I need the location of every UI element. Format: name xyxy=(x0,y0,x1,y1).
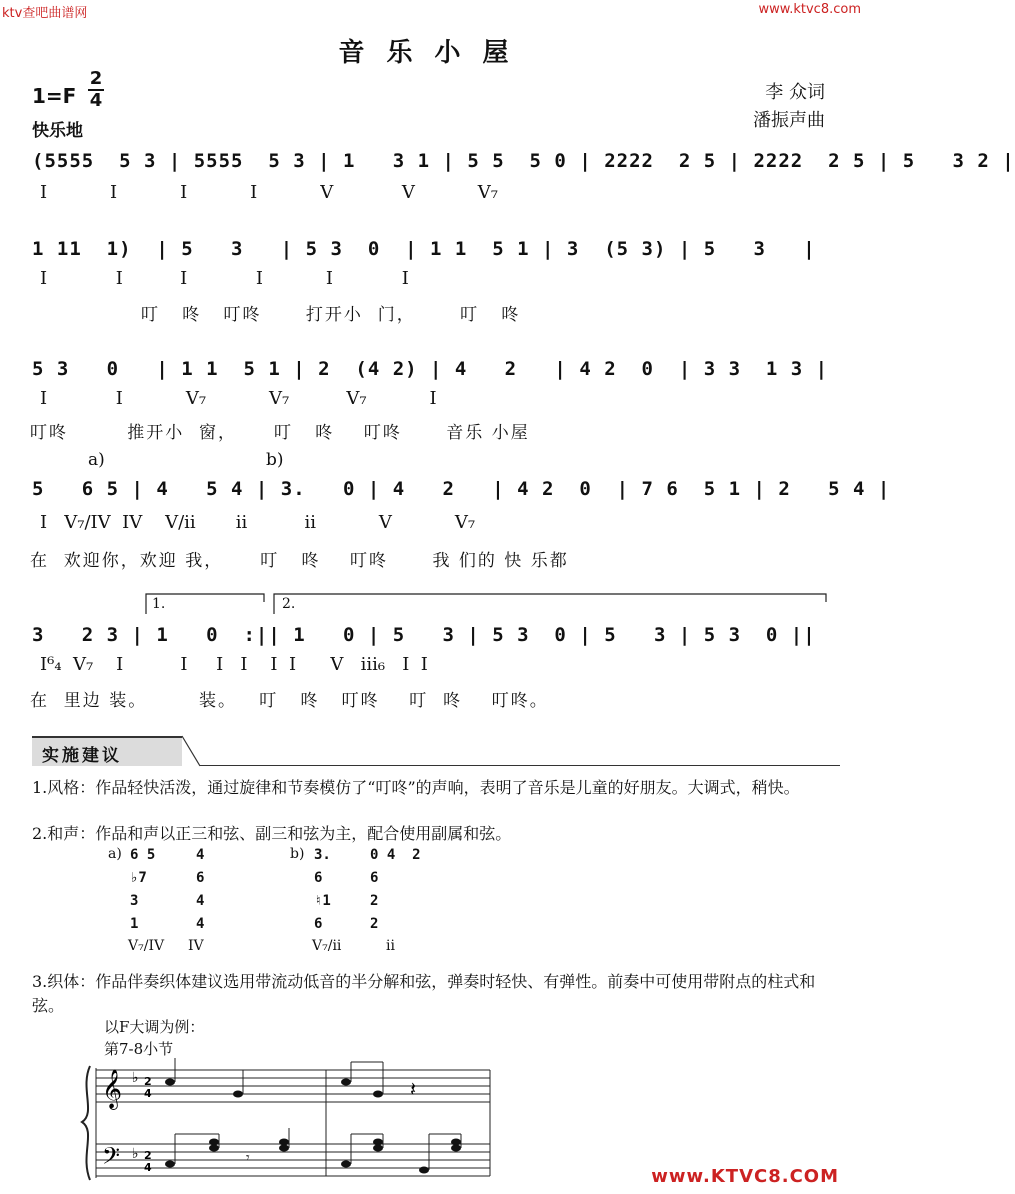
harmony-example-b-chord1: V₇/ii xyxy=(312,938,342,954)
lyricist-credit: 李 众词 xyxy=(765,82,825,103)
watermark-top-left: ktv查吧曲谱网 xyxy=(2,6,88,21)
key-signature: 1=F xyxy=(32,84,77,108)
suggestion-style xyxy=(32,776,840,800)
example-key: 以F大调为例： xyxy=(104,1018,205,1036)
score-row-5-lyrics: 在 里边 装。 装。 叮 咚 叮咚 叮 咚 叮咚。 xyxy=(30,691,549,711)
svg-text:2: 2 xyxy=(144,1149,152,1162)
suggestion-harmony xyxy=(32,822,840,846)
annotation-b: b) xyxy=(266,450,284,470)
score-row-5-chords: I⁶₄ V₇ I I I I I I V iii₆ I I xyxy=(40,654,428,675)
time-signature-top: 2 xyxy=(89,68,103,89)
volta-brackets xyxy=(140,592,840,616)
score-row-3-notes: 5 3 0 | 1 1 5 1 | 2 (4 2) | 4 2 | 4 2 0 | 3 3 1 3 | xyxy=(32,358,829,380)
suggestion-texture-text: 作品伴奏织体建议选用带流动低音的半分解和弦，弹奏时轻快、有弹性。前奏中可使用带附点的柱式和弦。 xyxy=(32,972,816,1015)
section-title: 实施建议 xyxy=(42,746,122,766)
score-row-2-notes: 1 11 1) | 5 3 | 5 3 0 | 1 1 5 1 | 3 (5 3) | 5 3 | xyxy=(32,238,816,260)
svg-text:𝄢: 𝄢 xyxy=(102,1142,121,1175)
harmony-example-b-chord2: ii xyxy=(386,938,395,954)
harmony-example-a-chord2: IV xyxy=(188,938,204,954)
score-row-1-chords: I I I I V V V₇ xyxy=(40,182,499,203)
suggestion-harmony-text: 作品和声以正三和弦、副三和弦为主，配合使用副属和弦。 xyxy=(95,824,512,843)
harmony-example-a-col1: 6 5 ♭7 3 1 xyxy=(130,847,156,932)
tempo-marking: 快乐地 xyxy=(32,121,83,141)
time-signature-bottom: 4 xyxy=(89,90,103,111)
svg-text:𝄾: 𝄾 xyxy=(246,1150,250,1166)
svg-text:4: 4 xyxy=(144,1087,152,1100)
suggestion-texture xyxy=(32,970,840,1018)
score-row-3-chords: I I V₇ V₇ V₇ I xyxy=(40,388,437,409)
piano-staff-example xyxy=(78,1058,498,1188)
section-tab-slant xyxy=(180,736,204,768)
harmony-example-b-label: b) xyxy=(290,846,305,862)
svg-text:𝄞: 𝄞 xyxy=(102,1069,123,1109)
time-signature xyxy=(88,70,104,110)
section-divider xyxy=(200,765,840,766)
watermark-top-right: www.ktvc8.com xyxy=(758,2,861,17)
score-row-5-notes: 3 2 3 | 1 0 :|| 1 0 | 5 3 | 5 3 0 | 5 3 | 5 3 0 || xyxy=(32,624,816,646)
score-row-1-notes: (5555 5 3 | 5555 5 3 | 1 3 1 | 5 5 5 0 | 2222 2 5 | 2222 2 5 | 5 3 2 | xyxy=(32,150,1015,172)
volta-1-label: 1. xyxy=(152,596,166,612)
svg-text:♭: ♭ xyxy=(132,1070,139,1086)
harmony-example-a-label: a) xyxy=(108,846,122,862)
annotation-a: a) xyxy=(88,450,105,470)
score-row-2-lyrics: 叮 咚 叮咚 打开小 门， 叮 咚 xyxy=(30,305,521,325)
svg-text:♭: ♭ xyxy=(132,1146,139,1162)
example-bars: 第7-8小节 xyxy=(104,1040,174,1058)
page-title: 音乐小屋 xyxy=(338,38,531,68)
score-row-4-lyrics: 在 欢迎你，欢迎 我， 叮 咚 叮咚 我 们的 快 乐都 xyxy=(30,551,569,571)
score-row-3-lyrics: 叮咚 推开小 窗， 叮 咚 叮咚 音乐 小屋 xyxy=(30,423,530,443)
score-row-4-chords: I V₇/IV IV V/ii ii ii V V₇ xyxy=(40,512,476,533)
harmony-example-b-col1: 3. 6 ♮1 6 xyxy=(314,847,331,932)
score-row-4-notes: 5 6 5 | 4 5 4 | 3. 0 | 4 2 | 4 2 0 | 7 6 5 1 | 2 5 4 | xyxy=(32,478,891,500)
svg-text:4: 4 xyxy=(144,1161,152,1174)
suggestion-style-label: 1.风格： xyxy=(32,778,96,797)
svg-text:𝄽: 𝄽 xyxy=(410,1077,417,1101)
harmony-example-b-col2: 0 4 2 6 2 2 xyxy=(370,847,421,932)
watermark-bottom-right: www.KTVC8.COM xyxy=(651,1166,839,1187)
suggestion-style-text: 作品轻快活泼，通过旋律和节奏模仿了“叮咚”的声响，表明了音乐是儿童的好朋友。大调式，稍快。 xyxy=(95,778,800,797)
suggestion-texture-label: 3.织体： xyxy=(32,972,96,991)
svg-text:2: 2 xyxy=(144,1075,152,1088)
composer-credit: 潘振声曲 xyxy=(753,110,825,131)
harmony-example-a-col2: 4 6 4 4 xyxy=(196,847,205,932)
harmony-example-a-chord1: V₇/IV xyxy=(128,938,165,954)
suggestion-harmony-label: 2.和声： xyxy=(32,824,96,843)
volta-2-label: 2. xyxy=(282,596,296,612)
score-row-2-chords: I I I I I I xyxy=(40,268,409,289)
